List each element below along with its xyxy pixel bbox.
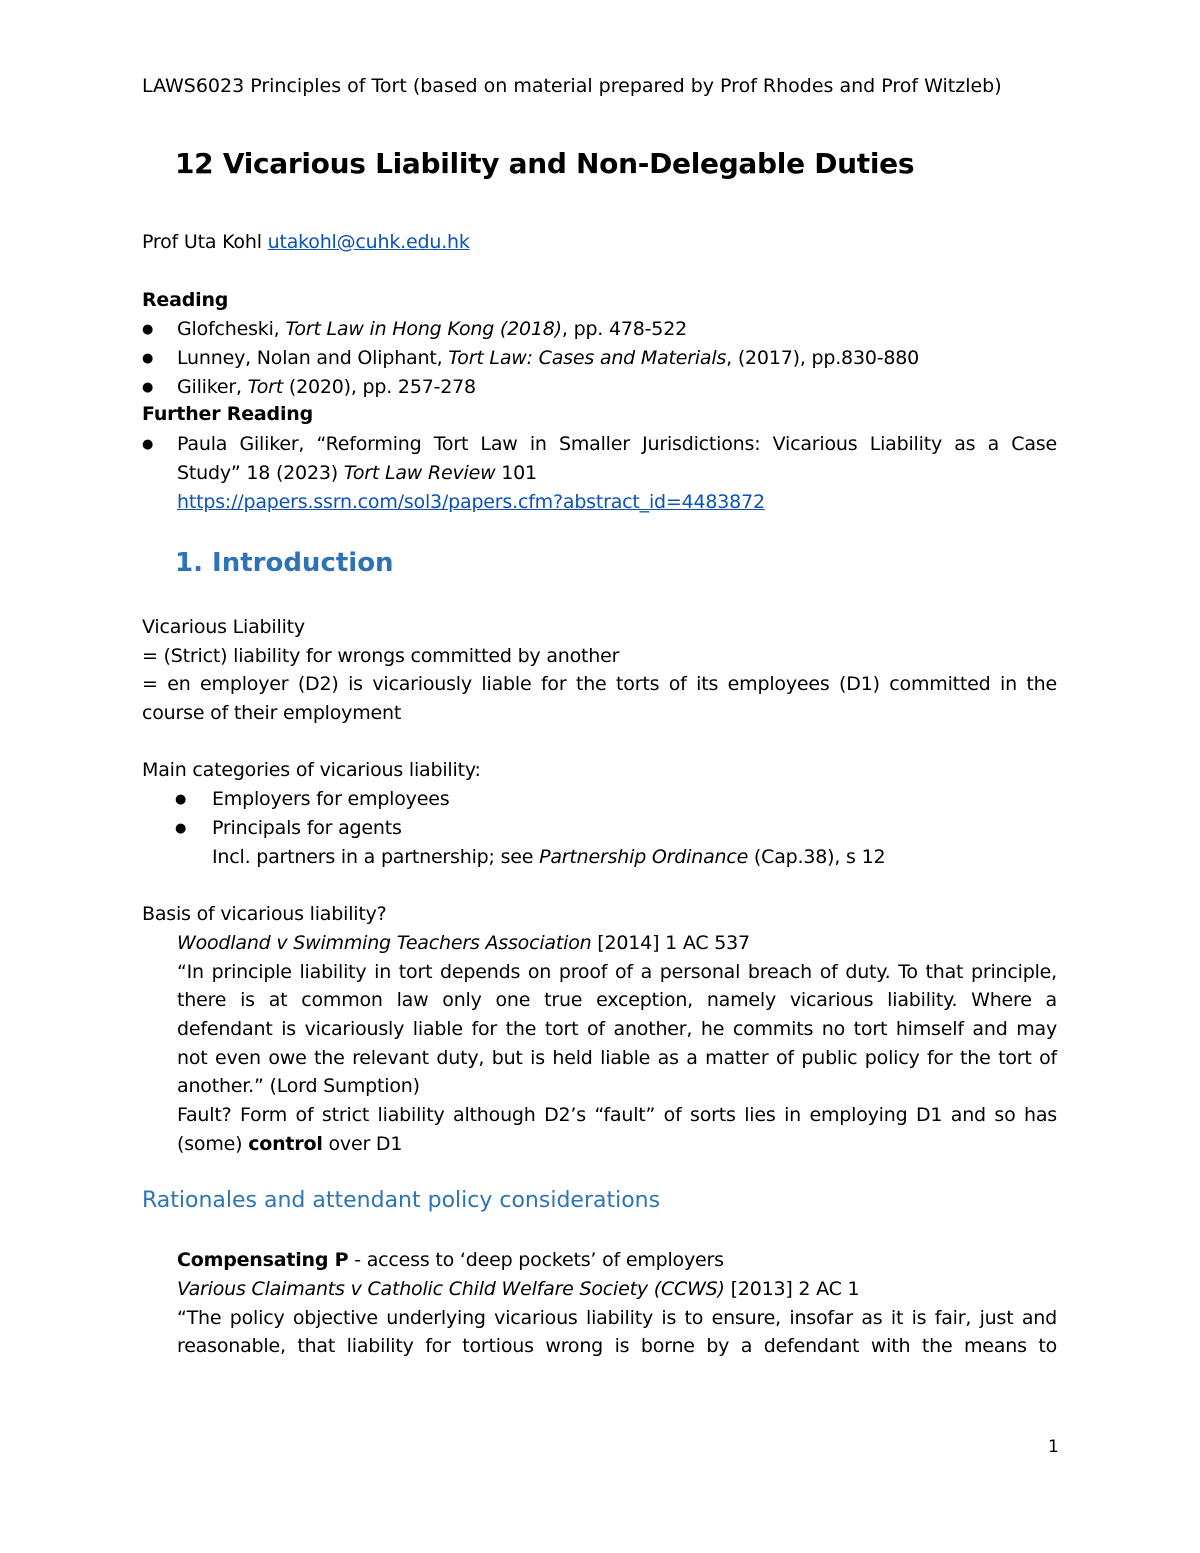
section-heading-rationales: Rationales and attendant policy considerations <box>142 1188 661 1213</box>
running-header: LAWS6023 Principles of Tort (based on material prepared by Prof Rhodes and Prof Witzleb) <box>142 75 1002 97</box>
fault-line: Fault? Form of strict liability although D2’s “fault” of sorts lies in employing D1 and so has <box>177 1104 1057 1126</box>
quote-line: reasonable, that liability for tortious wrong is borne by a defendant with the means to <box>177 1335 1057 1357</box>
ssrn-link[interactable]: https://papers.ssrn.com/sol3/papers.cfm?abstract_id=4483872 <box>177 491 765 513</box>
author-email-link[interactable]: utakohl@cuhk.edu.hk <box>267 231 470 253</box>
compensating-line: Compensating P - access to ‘deep pockets’ of employers <box>177 1249 724 1271</box>
basis-label: Basis of vicarious liability? <box>142 903 387 925</box>
category-item: Principals for agents <box>212 817 402 839</box>
further-reading-url-line <box>177 490 765 514</box>
category-note: Incl. partners in a partnership; see Partnership Ordinance (Cap.38), s 12 <box>212 846 886 868</box>
section-heading-introduction: 1. Introduction <box>175 548 394 578</box>
category-item: Employers for employees <box>212 788 450 810</box>
case-citation: Various Claimants v Catholic Child Welfare Society (CCWS) [2013] 2 AC 1 <box>177 1278 860 1300</box>
bullet-icon: ● <box>142 380 154 395</box>
further-reading-citation: Study” 18 (2023) Tort Law Review 101 <box>177 462 537 484</box>
quote-line: not even owe the relevant duty, but is held liable as a matter of public policy for the tort of <box>177 1047 1057 1069</box>
bullet-icon: ● <box>175 792 187 807</box>
author-name: Prof Uta Kohl <box>142 231 262 253</box>
further-reading-line: Paula Giliker, “Reforming Tort Law in Smaller Jurisdictions: Vicarious Liability as a Case <box>177 433 1057 455</box>
reading-heading: Reading <box>142 289 229 311</box>
further-reading-heading: Further Reading <box>142 403 313 425</box>
quote-line: “In principle liability in tort depends on proof of a personal breach of duty. To that principle, <box>177 961 1057 983</box>
reading-item: Glofcheski, Tort Law in Hong Kong (2018), pp. 478-522 <box>177 318 687 340</box>
reading-item: Lunney, Nolan and Oliphant, Tort Law: Cases and Materials, (2017), pp.830-880 <box>177 347 920 369</box>
reading-item: Giliker, Tort (2020), pp. 257-278 <box>177 376 476 398</box>
vicarious-liability-label: Vicarious Liability <box>142 616 305 638</box>
categories-label: Main categories of vicarious liability: <box>142 759 481 781</box>
fault-line: (some) control over D1 <box>177 1133 403 1155</box>
quote-line: “The policy objective underlying vicarious liability is to ensure, insofar as it is fair, just and <box>177 1307 1057 1329</box>
document-title: 12 Vicarious Liability and Non-Delegable Duties <box>175 147 915 180</box>
bullet-icon: ● <box>142 322 154 337</box>
definition-line: = en employer (D2) is vicariously liable for the torts of its employees (D1) committed in the <box>142 673 1057 695</box>
definition-line: course of their employment <box>142 702 402 724</box>
author-line <box>142 230 470 254</box>
case-citation: Woodland v Swimming Teachers Association [2014] 1 AC 537 <box>177 932 750 954</box>
bullet-icon: ● <box>142 437 154 452</box>
page-number: 1 <box>1048 1437 1059 1457</box>
quote-line: another.” (Lord Sumption) <box>177 1075 420 1097</box>
definition-line: = (Strict) liability for wrongs committed by another <box>142 645 620 667</box>
bullet-icon: ● <box>175 821 187 836</box>
quote-line: there is at common law only one true exception, namely vicarious liability. Where a <box>177 989 1057 1011</box>
bullet-icon: ● <box>142 351 154 366</box>
quote-line: defendant is vicariously liable for the tort of another, he commits no tort himself and may <box>177 1018 1057 1040</box>
